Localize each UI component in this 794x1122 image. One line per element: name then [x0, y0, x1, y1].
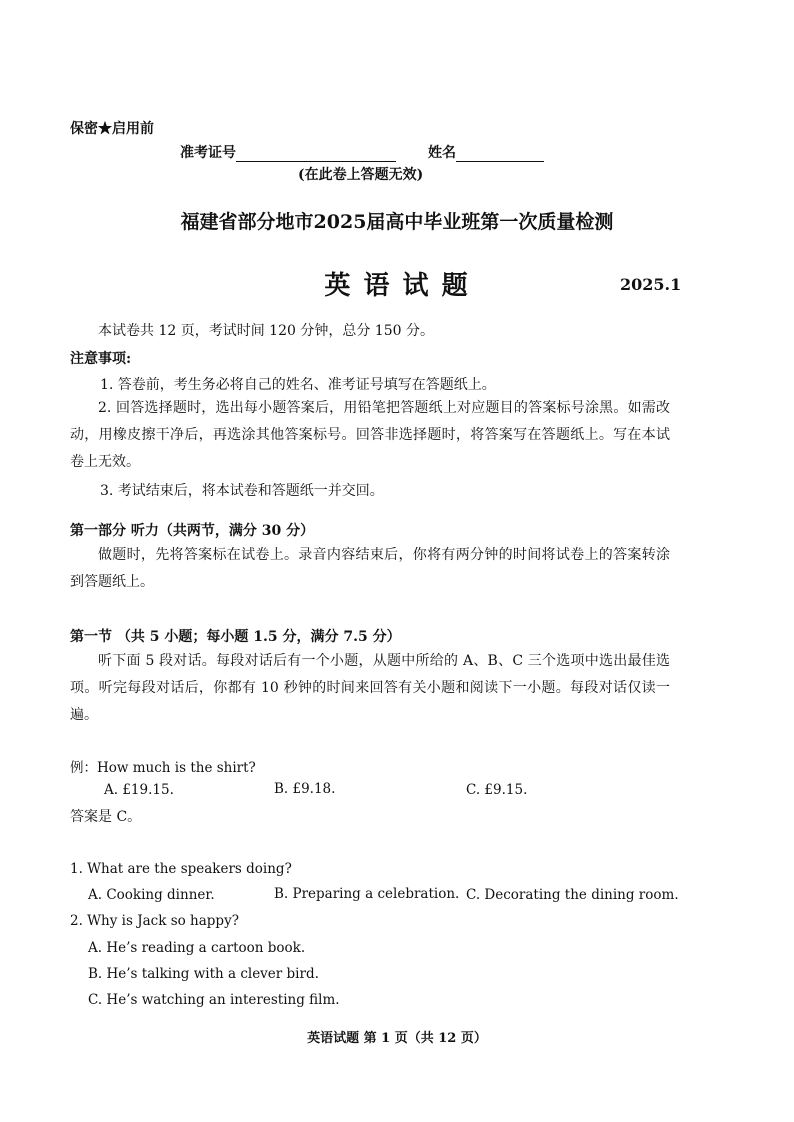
note-item-3: 3. 考试结束后，将本试卷和答题纸一并交回。 — [100, 483, 384, 499]
exam-date: 2025.1 — [620, 275, 682, 294]
section1-instruction: 听下面 5 段对话。每段对话后有一个小题，从题中所给的 A、B、C 三个选项中选出最佳选项。听完每段对话后，你都有 10 秒钟的时间来回答有关小题和阅读下一小题。每段对话仅读一遍。 — [70, 653, 670, 723]
name-field — [428, 142, 544, 162]
note-item-1: 1. 答卷前，考生务必将自己的姓名、准考证号填写在答题纸上。 — [100, 377, 496, 393]
q2-option-a: A. He’s reading a cartoon book. — [88, 940, 306, 956]
section1-heading: 第一节 （共 5 小题；每小题 1.5 分，满分 7.5 分） — [70, 629, 401, 645]
question-1: 1. What are the speakers doing? — [70, 861, 292, 877]
q1-option-c: C. Decorating the dining room. — [466, 887, 679, 903]
question-2: 2. Why is Jack so happy? — [70, 913, 239, 929]
note-item-2: 2. 回答选择题时，选出每小题答案后，用铅笔把答题纸上对应题目的答案标号涂黑。如需改动，用橡皮擦干净后，再选涂其他答案标号。回答非选择题时，将答案写在答题纸上。写在本试卷上无效。 — [70, 400, 670, 470]
confidential-label: 保密★启用前 — [70, 121, 154, 137]
name-label: 姓名 — [428, 145, 456, 161]
exam-title: 福建省部分地市2025届高中毕业班第一次质量检测 — [180, 211, 614, 233]
q2-option-b: B. He’s talking with a clever bird. — [88, 966, 319, 982]
exam-id-field — [180, 142, 396, 162]
part1-heading: 第一部分 听力（共两节，满分 30 分） — [70, 523, 315, 539]
example-option-a: A. £19.15. — [104, 782, 174, 798]
exam-id-label: 准考证号 — [180, 145, 236, 161]
example-question: 例：How much is the shirt? — [70, 760, 256, 776]
example-option-c: C. £9.15. — [466, 782, 528, 798]
exam-id-blank — [236, 149, 396, 162]
page-footer: 英语试题 第 1 页（共 12 页） — [307, 1031, 487, 1046]
subject-title: 英 语 试 题 — [324, 271, 470, 301]
example-option-b: B. £9.18. — [274, 781, 336, 797]
invalid-note: (在此卷上答题无效) — [298, 167, 424, 183]
example-answer: 答案是 C。 — [70, 809, 142, 825]
part1-instruction: 做题时，先将答案标在试卷上。录音内容结束后，你将有两分钟的时间将试卷上的答案转涂到答题纸上。 — [70, 547, 670, 590]
q2-option-c: C. He’s watching an interesting film. — [88, 992, 340, 1008]
name-blank — [456, 149, 544, 162]
q1-option-b: B. Preparing a celebration. — [274, 886, 460, 902]
intro-text: 本试卷共 12 页，考试时间 120 分钟，总分 150 分。 — [98, 323, 434, 339]
notes-heading: 注意事项: — [70, 351, 132, 367]
q1-option-a: A. Cooking dinner. — [88, 887, 215, 903]
